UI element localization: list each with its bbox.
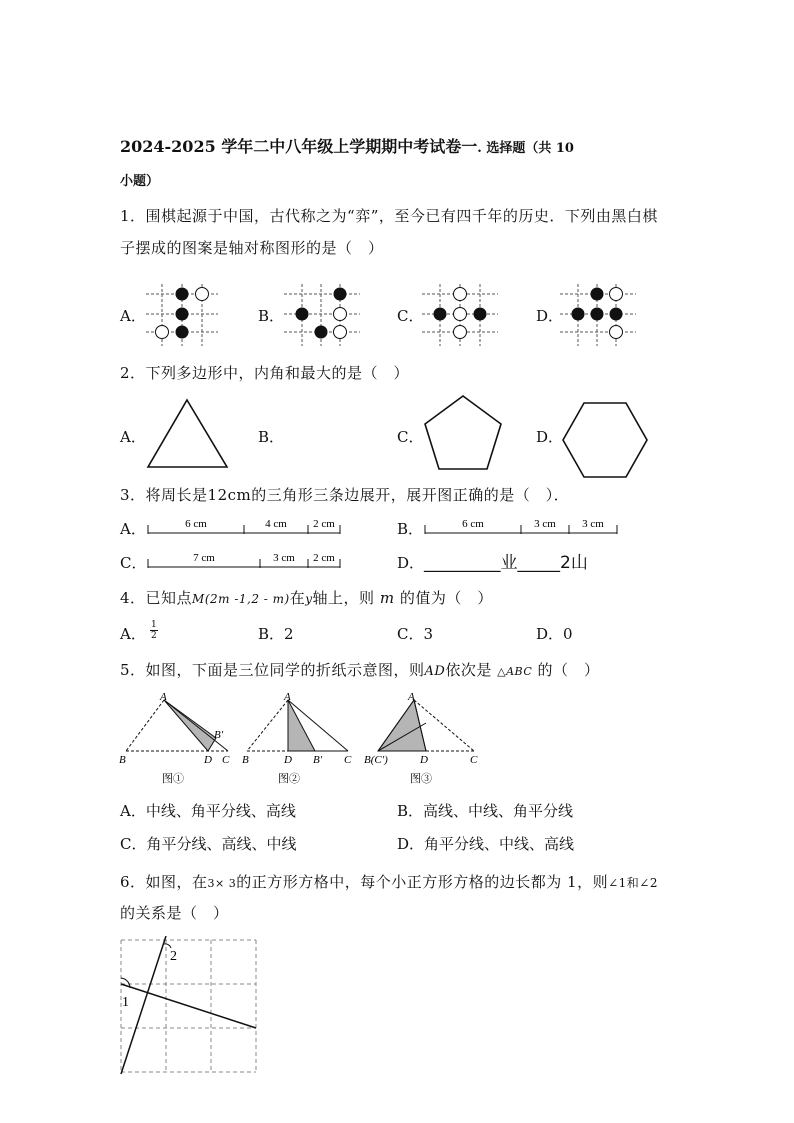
q3-c-seg1-label: 7 cm bbox=[193, 552, 215, 564]
q4-a-numerator: 1 bbox=[151, 620, 157, 630]
svg-text:D: D bbox=[204, 754, 212, 766]
q1-option-a-label: A． bbox=[120, 307, 146, 325]
q3-a-seg3-label: 2 cm bbox=[313, 518, 335, 530]
svg-text:B(C′): B(C′) bbox=[364, 754, 388, 766]
q5-fig3-caption: 图③ bbox=[410, 773, 432, 785]
q6-text-a: 6．如图，在 bbox=[120, 873, 208, 891]
q5-option-a: A．中线、角平分线、高线 bbox=[120, 802, 296, 820]
q3-segment-diagram-c bbox=[146, 548, 342, 572]
q2-line1: 2．下列多边形中，内角和最大的是（ ） bbox=[120, 364, 410, 382]
q3-segment-diagram-b bbox=[423, 514, 619, 538]
q6-angle-2-label: 2 bbox=[170, 949, 177, 964]
q3-b-seg1-label: 6 cm bbox=[462, 518, 484, 530]
section-heading-cont: 小题） bbox=[120, 174, 160, 189]
q3-b-seg2-label: 3 cm bbox=[534, 518, 556, 530]
q3-option-d-label: D． bbox=[397, 554, 425, 572]
q5-text-b: 依次是 bbox=[445, 661, 492, 679]
q5-option-b: B．高线、中线、角平分线 bbox=[397, 802, 574, 820]
q4-mid: 在 bbox=[289, 589, 306, 607]
q5-line1 bbox=[120, 659, 600, 680]
svg-text:A: A bbox=[408, 691, 415, 703]
q1-go-pattern-c bbox=[422, 284, 498, 346]
q4-a-denominator: 2 bbox=[151, 631, 157, 641]
q4-var: m bbox=[379, 589, 395, 607]
q5-text-c: 的（ ） bbox=[537, 661, 600, 679]
q3-c-seg3-label: 2 cm bbox=[313, 552, 335, 564]
q1-option-b-label: B． bbox=[258, 307, 285, 325]
q3-c-seg2-label: 3 cm bbox=[273, 552, 295, 564]
section-heading: . 选择题（共 10 bbox=[477, 141, 574, 156]
q3-option-d-garbled: _________业_____2山 bbox=[424, 553, 588, 573]
q6-text-b: 的正方形方格中，每个小正方形方格的边长都为 1，则 bbox=[236, 873, 609, 891]
q4-option-c: C．3 bbox=[397, 625, 434, 643]
q2-option-d-label: D． bbox=[536, 428, 564, 446]
q4-suffix: 轴上，则 bbox=[312, 589, 375, 607]
q4-option-d: D．0 bbox=[536, 625, 573, 643]
q4-line1 bbox=[120, 587, 493, 608]
q4-option-b: B．2 bbox=[258, 625, 294, 643]
svg-text:D: D bbox=[284, 754, 292, 766]
svg-text:B′: B′ bbox=[313, 754, 323, 766]
svg-text:B: B bbox=[119, 754, 126, 766]
q2-triangle bbox=[146, 398, 230, 470]
q1-option-c-label: C． bbox=[397, 307, 424, 325]
q2-option-a-label: A． bbox=[120, 428, 146, 446]
q2-option-b-label: B． bbox=[258, 428, 285, 446]
q5-ad: AD bbox=[424, 664, 446, 679]
q5-abc: △ABC bbox=[497, 665, 533, 678]
q6-line1 bbox=[120, 871, 658, 892]
q6-angles: ∠1和∠2 bbox=[608, 876, 658, 890]
q1-go-pattern-a bbox=[146, 284, 218, 346]
q2-pentagon bbox=[422, 393, 504, 473]
q2-option-c-label: C． bbox=[397, 428, 424, 446]
q5-folding-figures bbox=[116, 688, 492, 788]
svg-text:C: C bbox=[344, 754, 352, 766]
svg-text:A: A bbox=[284, 691, 291, 703]
q3-b-seg3-label: 3 cm bbox=[582, 518, 604, 530]
svg-text:C: C bbox=[222, 754, 230, 766]
q6-grid-size: 3× 3 bbox=[207, 877, 237, 890]
q4-option-a-label: A． bbox=[120, 625, 146, 643]
q1-go-pattern-d bbox=[560, 284, 636, 346]
exam-title-main: 2024-2025 学年二中八年级上学期期中考试卷一 bbox=[120, 137, 478, 156]
q5-fig2-caption: 图② bbox=[278, 773, 300, 785]
q4-suffix2: 的值为（ ） bbox=[399, 589, 493, 607]
q5-option-c: C．角平分线、高线、中线 bbox=[120, 835, 297, 853]
svg-text:B: B bbox=[242, 754, 249, 766]
exam-title bbox=[120, 134, 574, 157]
q6-line2: 的关系是（ ） bbox=[120, 904, 229, 922]
q5-option-d: D．角平分线、中线、高线 bbox=[397, 835, 575, 853]
q1-option-d-label: D． bbox=[536, 307, 564, 325]
svg-text:B′: B′ bbox=[214, 729, 224, 741]
q5-text-a: 5．如图，下面是三位同学的折纸示意图，则 bbox=[120, 661, 425, 679]
q2-hexagon bbox=[560, 401, 650, 479]
svg-text:D: D bbox=[420, 754, 428, 766]
q6-angle-1-label: 1 bbox=[122, 995, 129, 1010]
svg-text:C: C bbox=[470, 754, 478, 766]
q3-option-a-label: A． bbox=[120, 520, 146, 538]
q3-line1: 3．将周长是12cm的三角形三条边展开，展开图正确的是（ ）． bbox=[120, 486, 570, 504]
q1-go-pattern-b bbox=[284, 284, 360, 346]
q4-axis: y bbox=[305, 592, 313, 606]
q4-point: M(2m -1,2 - m) bbox=[192, 592, 290, 606]
q3-option-c-label: C． bbox=[120, 554, 147, 572]
q3-a-seg2-label: 4 cm bbox=[265, 518, 287, 530]
q3-option-b-label: B． bbox=[397, 520, 424, 538]
q4-option-a-fraction bbox=[150, 620, 158, 641]
q6-grid-figure bbox=[116, 936, 264, 1080]
q5-fig1-caption: 图① bbox=[162, 773, 184, 785]
q4-prefix: 4．已知点 bbox=[120, 589, 193, 607]
q3-segment-diagram-a bbox=[146, 514, 342, 538]
svg-text:A: A bbox=[160, 691, 167, 703]
q3-a-seg1-label: 6 cm bbox=[185, 518, 207, 530]
q1-line2: 子摆成的图案是轴对称图形的是（ ） bbox=[120, 239, 384, 257]
q1-line1: 1．围棋起源于中国，古代称之为“弈”，至今已有四千年的历史．下列由黑白棋 bbox=[120, 207, 658, 225]
